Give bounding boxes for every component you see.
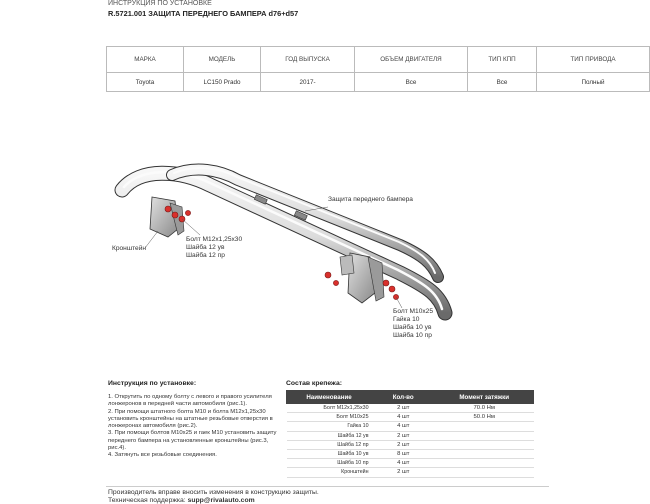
fastener-name: Гайка 10 [287,422,372,431]
instruction-step-2: 2. При помощи штатного болта M10 и болта M12x1,25x30 установить кронштейны на штатные резьбовые отверстия в лонжеронах автомобиля (рис.2). [108,408,273,430]
fastener-name: Шайба 12 пр [287,440,372,449]
table-row [287,422,534,431]
doc-title: R.5721.001 ЗАЩИТА ПЕРЕДНЕГО БАМПЕРА d76+d57 [108,9,299,18]
fastener-torque [435,422,534,431]
fastener-torque: 50.0 Нм [435,413,534,422]
fastener-qty: 4 шт [372,413,435,422]
label-bolt-set-2 [393,308,433,340]
table-row [287,413,534,422]
spec-header-make: МАРКА [107,47,184,73]
table-row [287,468,534,477]
fastener-torque: 70.0 Нм [435,404,534,413]
spec-header-drive: ТИП ПРИВОДА [537,47,650,73]
label-washer-12-pr: Шайба 12 пр [186,252,225,259]
left-bracket [150,197,184,237]
table-row [287,440,534,449]
fasteners-header-qty: Кол-во [372,391,435,404]
fasteners-header-torque: Момент затяжки [435,391,534,404]
label-bolt-m12: Болт M12x1,25x30 [186,236,243,243]
footer-support-label: Техническая поддержка: [108,497,188,504]
instruction-step-1: 1. Открутить по одному болту с левого и правого усилителя лонжеронов в передней части автомобиля (рис.1). [108,394,272,408]
fastener-name: Шайба 12 ув [287,431,372,440]
spec-data-row [107,73,650,92]
spec-header-gearbox: ТИП КПП [468,47,537,73]
fastener-torque [435,440,534,449]
label-washer-12-uv: Шайба 12 ув [186,244,225,251]
table-row [287,431,534,440]
label-nut-10: Гайка 10 [393,316,420,323]
fastener-name: Болт M10x25 [287,413,372,422]
table-row [287,459,534,468]
table-row [287,404,534,413]
footer-divider [106,486,549,487]
label-bolt-m10: Болт M10x25 [393,308,434,315]
spec-model: LC150 Prado [184,73,261,92]
label-bolt-set-1 [186,236,242,260]
fastener-qty: 2 шт [372,404,435,413]
instruction-step-3: 3. При помощи болтов M10x25 и гаек M10 установить защиту переднего бампера на установленные кронштейны (рис.3, рис.4). [108,430,277,452]
instructions-title: Инструкция по установке: [108,380,197,387]
vehicle-spec-table [106,46,650,92]
fastener-name: Шайба 10 ув [287,449,372,458]
spec-header-year: ГОД ВЫПУСКА [261,47,355,73]
fastener-torque [435,459,534,468]
spec-gearbox: Все [468,73,537,92]
fastener-qty: 4 шт [372,422,435,431]
fasteners-table [286,390,534,478]
footer-disclaimer: Производитель вправе вносить изменения в конструкцию защиты. [108,489,319,496]
fastener-name: Кронштейн [287,468,372,477]
label-washer-10-uv: Шайба 10 ув [393,324,432,331]
fastener-qty: 2 шт [372,440,435,449]
footer-support [108,497,255,504]
fastener-name: Шайба 10 пр [287,459,372,468]
label-bumper: Защита переднего бампера [328,196,413,203]
fasteners-title: Состав крепежа: [286,380,343,387]
spec-header-row [107,47,650,73]
spec-header-engine: ОБЪЕМ ДВИГАТЕЛЯ [355,47,468,73]
spec-make: Toyota [107,73,184,92]
instructions-steps [108,394,278,460]
fastener-qty: 4 шт [372,459,435,468]
table-row [287,449,534,458]
instruction-step-4: 4. Затянуть все резьбовые соединения. [108,452,217,459]
support-email-link[interactable]: supp@rivalauto.com [187,497,255,504]
fastener-qty: 8 шт [372,449,435,458]
fasteners-header-row [287,391,534,404]
label-bracket: Кронштейн [112,245,147,252]
doc-subtitle: ИНСТРУКЦИЯ ПО УСТАНОВКЕ [108,0,212,7]
label-washer-10-pr: Шайба 10 пр [393,332,432,339]
fastener-torque [435,468,534,477]
fastener-qty: 2 шт [372,431,435,440]
fastener-torque [435,431,534,440]
fastener-torque [435,449,534,458]
fastener-name: Болт M12x1,25x30 [287,404,372,413]
fastener-qty: 2 шт [372,468,435,477]
spec-header-model: МОДЕЛЬ [184,47,261,73]
spec-year: 2017- [261,73,355,92]
spec-drive: Полный [537,73,650,92]
fasteners-header-name: Наименование [287,391,372,404]
spec-engine: Все [355,73,468,92]
